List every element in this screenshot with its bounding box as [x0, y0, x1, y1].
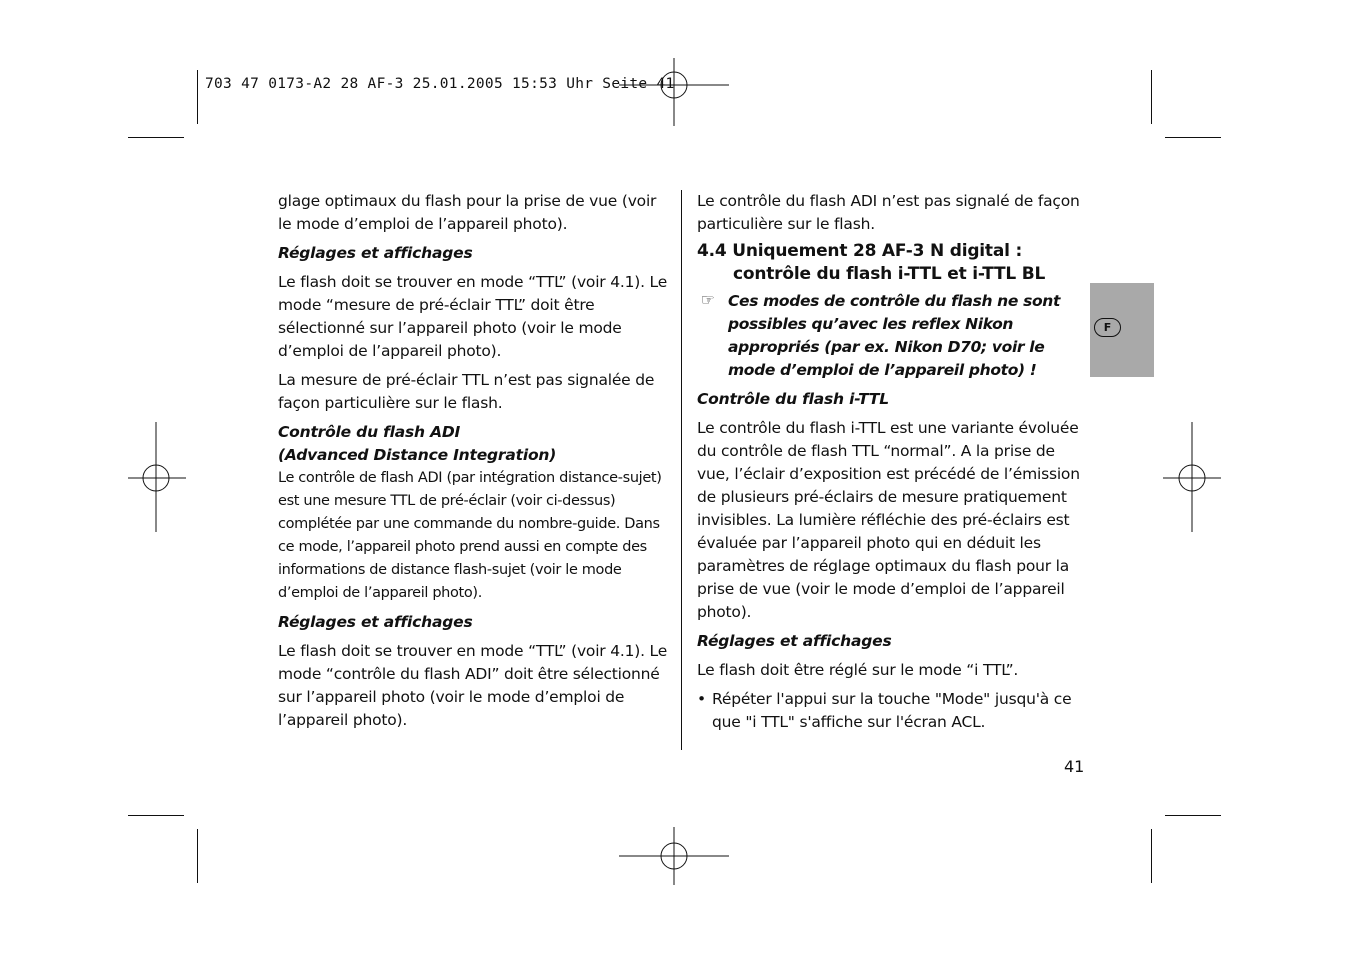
note	[697, 290, 1089, 382]
paragraph: Le flash doit être réglé sur le mode “i TTL”.	[697, 661, 1019, 679]
note-text: Ces modes de contrôle du flash ne sont possibles qu’avec les reflex Nikon appropriés (par ex. Nikon D70; voir le mode d’emploi de l’appareil photo) !	[728, 292, 1060, 379]
right-column	[697, 190, 1089, 734]
list-item	[697, 688, 1089, 734]
registration-mark-top	[619, 58, 729, 126]
section-heading-line: contrôle du flash i-TTL et i-TTL BL	[733, 264, 1046, 284]
bullet-icon: •	[697, 690, 706, 708]
left-column	[278, 190, 670, 732]
language-tab	[1090, 283, 1154, 377]
language-tab-letter: F	[1094, 318, 1121, 337]
subheading-line: (Advanced Distance Integration)	[278, 446, 557, 464]
paragraph: glage optimaux du flash pour la prise de vue (voir le mode d’emploi de l’appareil photo).	[278, 192, 657, 233]
subheading: Réglages et affichages	[278, 613, 473, 631]
crop-mark	[1165, 137, 1221, 138]
registration-mark-right	[1163, 422, 1221, 532]
paragraph: Le flash doit se trouver en mode “TTL” (voir 4.1). Le mode “mesure de pré-éclair TTL” doit être sélectionné sur l’appareil photo (voir le mode d’emploi de l’appareil photo).	[278, 273, 668, 360]
crop-mark	[1151, 70, 1152, 124]
subheading: Réglages et affichages	[278, 244, 473, 262]
subheading: Réglages et affichages	[697, 632, 892, 650]
paragraph: Le flash doit se trouver en mode “TTL” (voir 4.1). Le mode “contrôle du flash ADI” doit être sélectionné sur l’appareil photo (voir le mode d’emploi de l’appareil photo).	[278, 642, 668, 729]
section-heading-line: 4.4 Uniquement 28 AF-3 N digital :	[697, 241, 1023, 261]
paragraph: Le contrôle du flash ADI n’est pas signalé de façon particulière sur le flash.	[697, 192, 1080, 233]
column-divider	[681, 190, 682, 750]
registration-mark-left	[128, 422, 186, 532]
crop-mark	[197, 829, 198, 883]
list-item-text: Répéter l'appui sur la touche "Mode" jusqu'à ce que "i TTL" s'affiche sur l'écran ACL.	[712, 690, 1072, 731]
print-imprint-header: 703 47 0173-A2 28 AF-3 25.01.2005 15:53 Uhr Seite 41	[205, 76, 675, 92]
crop-mark	[128, 815, 184, 816]
crop-mark	[1151, 829, 1152, 883]
crop-mark	[1165, 815, 1221, 816]
section-heading	[697, 240, 1089, 286]
paragraph: Le contrôle du flash i-TTL est une variante évoluée du contrôle de flash TTL “normal”. A la prise de vue, l’éclair d’exposition est précédé de l’émission de plusieurs pré-éclairs de mesure pratiquement invisibles. La lumière réfléchie des pré-éclairs est évaluée par l’appareil photo qui en déduit les paramètres de réglage optimaux du flash pour la prise de vue (voir le mode d’emploi de l’appareil photo).	[697, 419, 1080, 621]
crop-mark	[128, 137, 184, 138]
page-number: 41	[1064, 757, 1085, 776]
subheading-line: Contrôle du flash ADI	[278, 423, 461, 441]
paragraph: La mesure de pré-éclair TTL n’est pas signalée de façon particulière sur le flash.	[278, 371, 655, 412]
subheading: Contrôle du flash i-TTL	[697, 390, 889, 408]
crop-mark	[197, 70, 198, 124]
paragraph: Le contrôle de flash ADI (par intégration distance-sujet) est une mesure TTL de pré-éclair (voir ci-dessus) complétée par une commande du nombre-guide. Dans ce mode, l’appareil photo prend aussi en compte des informations de distance flash-sujet (voir le mode d’emploi de l’appareil photo).	[278, 470, 662, 601]
subheading	[278, 421, 670, 467]
registration-mark-bottom	[619, 827, 729, 885]
pointing-hand-icon: ☞	[701, 291, 715, 309]
